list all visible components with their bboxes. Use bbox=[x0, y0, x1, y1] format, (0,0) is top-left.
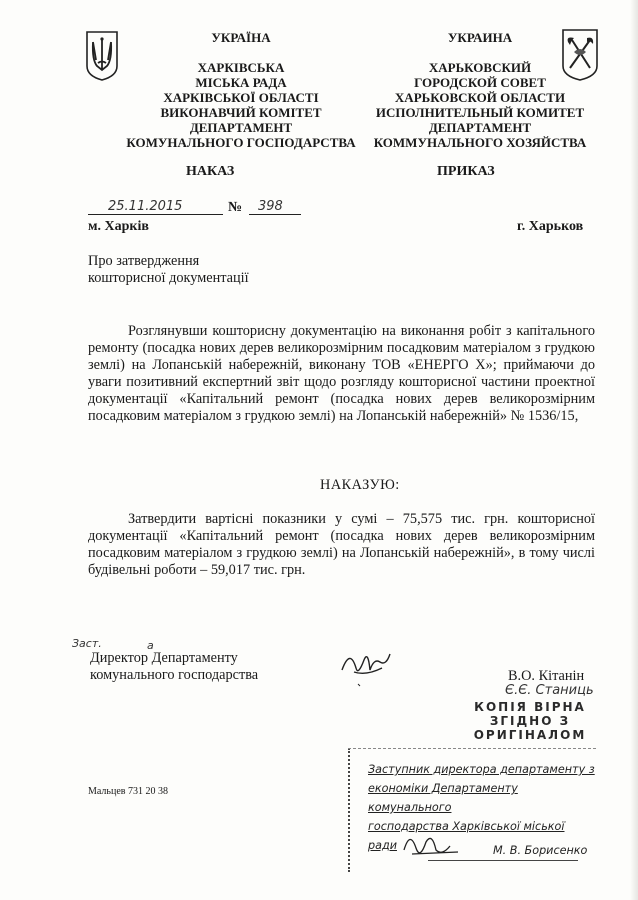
subject-line: кошторисної документації bbox=[88, 270, 249, 286]
header-ru-line: ХАРЬКОВСКИЙ bbox=[428, 60, 532, 75]
handwritten-name: Є.Є. Станиць bbox=[505, 683, 594, 698]
header-ru bbox=[345, 30, 615, 150]
header-ru-line: ХАРЬКОВСКОЙ ОБЛАСТИ bbox=[394, 90, 566, 105]
certification-name-underline bbox=[428, 860, 578, 861]
number-label: № bbox=[228, 200, 243, 215]
header-ru-country: УКРАИНА bbox=[447, 30, 513, 45]
certification-name: М. В. Борисенко bbox=[493, 844, 588, 857]
header-ru-line: КОММУНАЛЬНОГО ХОЗЯЙСТВА bbox=[373, 135, 587, 150]
header-ua-line: МІСЬКА РАДА bbox=[195, 75, 287, 90]
doc-number: 398 bbox=[258, 199, 283, 214]
header-ua-line: ДЕПАРТАМЕНТ bbox=[189, 120, 293, 135]
paragraph-2: Затвердити вартісні показники у сумі – 75,575 тис. грн. кошторисної документації «Капітальний ремонт (посадка нових дерев великорозмірним посадковим матеріалом з грудкою землі) на Лопанській набережній», в тому числі будівельні роботи – 59,017 тис. грн. bbox=[88, 511, 595, 578]
frame-left-border bbox=[348, 748, 352, 872]
executor: Мальцев 731 20 38 bbox=[88, 786, 168, 797]
certification-frame bbox=[348, 748, 598, 872]
header-ua-line: ХАРКІВСЬКОЇ ОБЛАСТІ bbox=[163, 90, 319, 105]
handwritten-suffix: а bbox=[147, 639, 154, 652]
header-ua-country: УКРАЇНА bbox=[211, 30, 271, 45]
certification-line: господарства Харківської міської ради bbox=[368, 820, 565, 852]
header-ru-line: ИСПОЛНИТЕЛЬНЫЙ КОМИТЕТ bbox=[375, 105, 585, 120]
header-ru-line: ГОРОДСКОЙ СОВЕТ bbox=[414, 75, 546, 90]
doc-date: 25.11.2015 bbox=[108, 199, 183, 214]
date-underline bbox=[88, 214, 223, 215]
header-ru-line: ДЕПАРТАМЕНТ bbox=[428, 120, 532, 135]
header-ua-line: КОМУНАЛЬНОГО ГОСПОДАРСТВА bbox=[126, 135, 356, 150]
certification-line: економіки Департаменту комунального bbox=[368, 782, 518, 814]
page-edge bbox=[630, 0, 638, 900]
paragraph-1: Розглянувши кошторисну документацію на виконання робіт з капітального ремонту (посадка нових дерев великорозмірним посадковим матеріалом з грудкою землі) на Лопанській набережній, виконану ТОВ «ЕНЕРГО Х»; приймаючи до уваги позитивний експертний звіт щодо розгляду кошторисної частини проектної документації «Капітальний ремонт (посадка нових дерев великорозмірним посадковим матеріалом з грудкою землі) на Лопанській набережній» № 1536/15, bbox=[88, 323, 595, 424]
certification-line: Заступник директора департаменту з bbox=[368, 763, 595, 776]
signer-position bbox=[90, 650, 258, 684]
doc-type-ua: НАКАЗ bbox=[186, 164, 235, 179]
header-ua bbox=[106, 30, 376, 150]
subject-line: Про затвердження bbox=[88, 253, 200, 269]
signer-position-line: Директор Департаменту bbox=[90, 650, 238, 666]
number-underline bbox=[249, 214, 301, 215]
header-ua-line: ХАРКІВСЬКА bbox=[197, 60, 285, 75]
signer-position-line: комунального господарства bbox=[90, 667, 259, 683]
order-word: НАКАЗУЮ: bbox=[320, 477, 400, 493]
frame-top-border bbox=[348, 748, 596, 749]
city-ua: м. Харків bbox=[88, 219, 149, 234]
copy-stamp-line: ЗГІДНО З bbox=[489, 714, 571, 728]
copy-stamp-line: КОПІЯ ВІРНА bbox=[474, 700, 586, 714]
header-ua-line: ВИКОНАВЧИЙ КОМІТЕТ bbox=[160, 105, 322, 120]
city-ru: г. Харьков bbox=[517, 219, 584, 234]
copy-stamp-line: ОРИГІНАЛОМ bbox=[473, 728, 587, 742]
signature-scribble-icon bbox=[336, 640, 396, 690]
handwritten-deputy-prefix: Заст. bbox=[72, 637, 102, 650]
subject bbox=[88, 253, 249, 287]
doc-type-ru: ПРИКАЗ bbox=[437, 164, 495, 179]
signer-name: В.О. Кітанін bbox=[508, 668, 585, 684]
copy-stamp bbox=[470, 700, 590, 742]
